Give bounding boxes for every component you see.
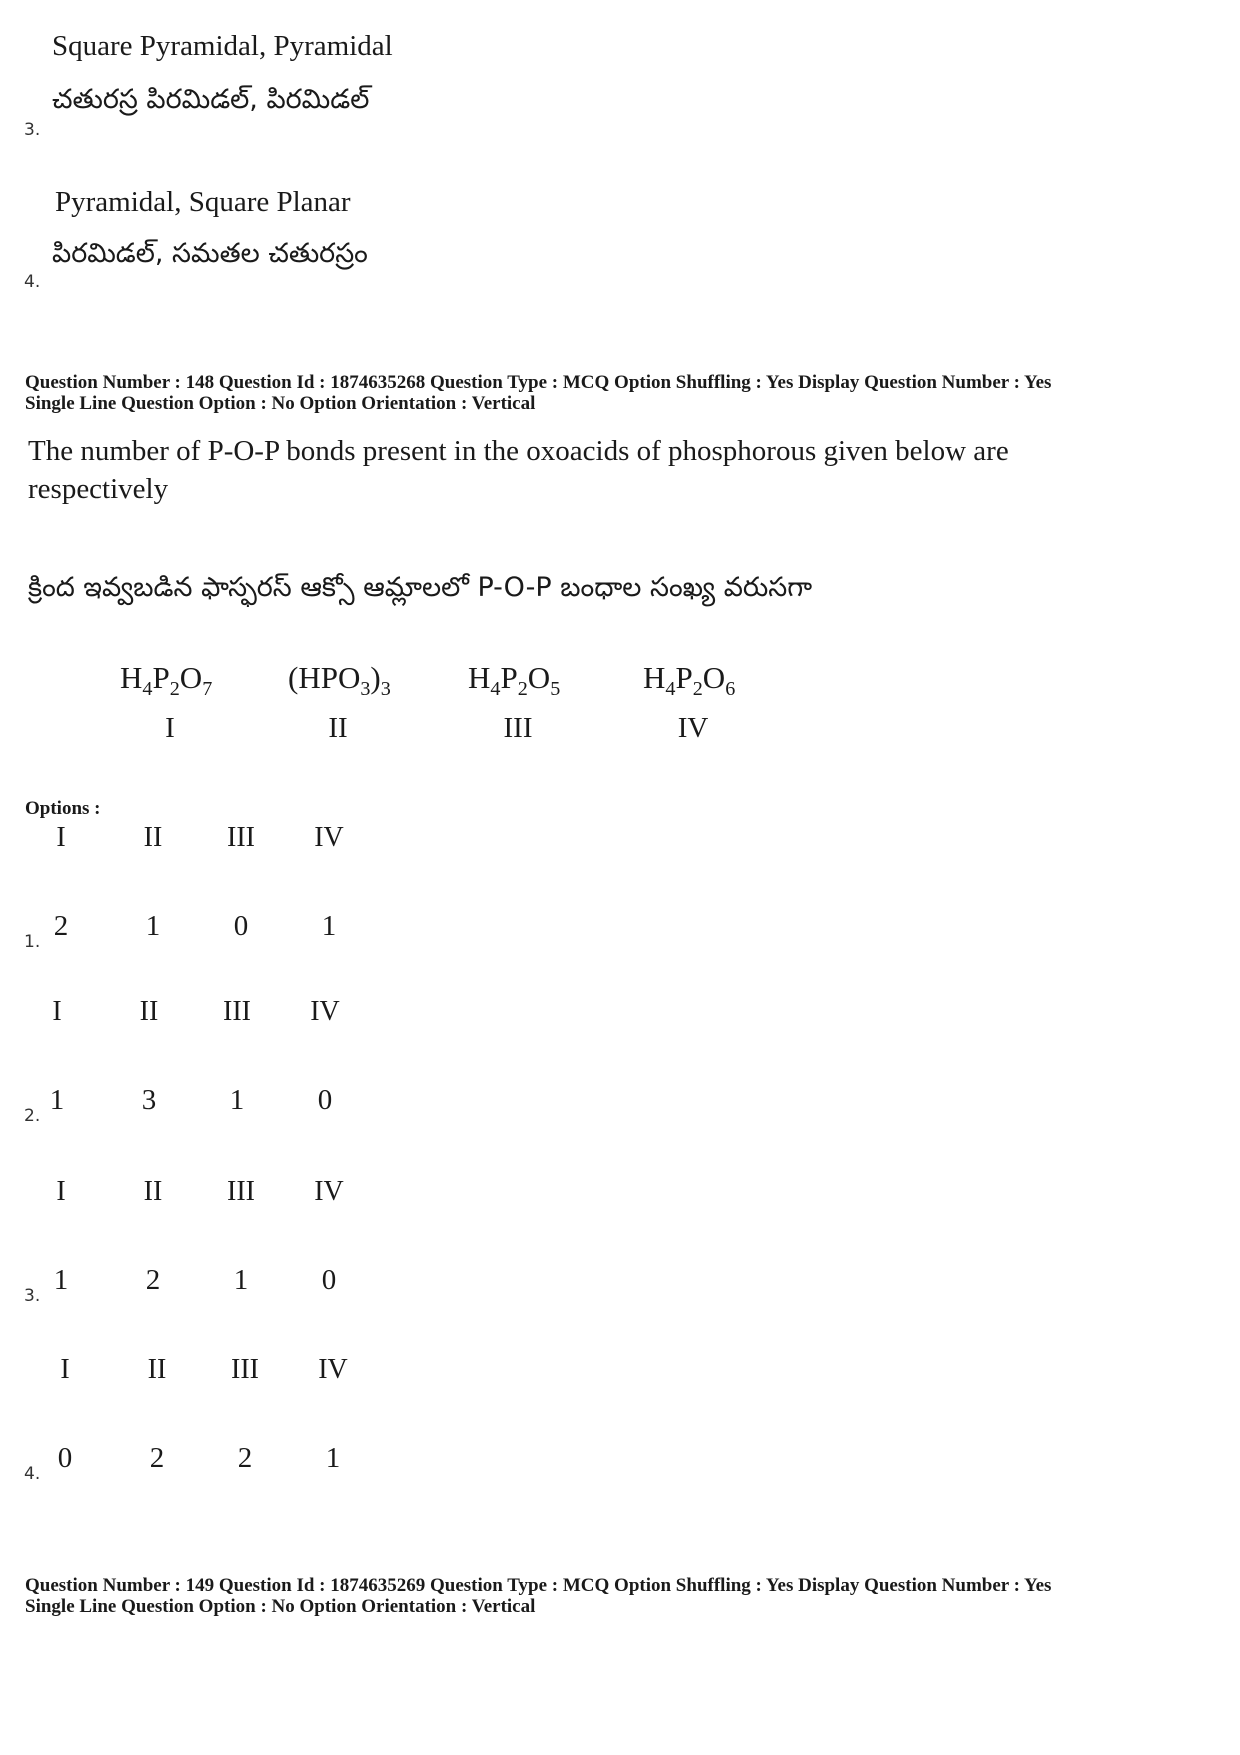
prev-option-4-english: Pyramidal, Square Planar: [55, 186, 351, 218]
formula-subscript: 5: [550, 678, 561, 701]
option-value-cell: 3: [141, 1084, 157, 1116]
formula-subscript: 4: [665, 678, 676, 701]
option-value-cell: 2: [237, 1442, 253, 1474]
option-value-cell: 0: [233, 910, 249, 942]
option-value-cell: 1: [145, 910, 161, 942]
formula-subscript: 6: [725, 678, 736, 701]
option-header-cell: II: [143, 822, 163, 853]
formula-symbol: (HPO: [288, 660, 361, 695]
formula-subscript: 7: [202, 678, 213, 701]
prev-option-3-telugu: చతురస్ర పిరమిడల్, పిరమిడల్: [52, 84, 370, 115]
option-header-cell: I: [56, 1176, 66, 1207]
option-header-cell: III: [227, 822, 255, 853]
prev-option-3-english: Square Pyramidal, Pyramidal: [52, 30, 393, 62]
formula-symbol: O: [179, 660, 203, 695]
option-header-cell: IV: [314, 1176, 344, 1207]
formula-symbol: O: [702, 660, 726, 695]
option-number: 1.: [24, 932, 41, 952]
q148-meta-line1: Question Number : 148 Question Id : 1874635268 Question Type : MCQ Option Shuffling : Yes Display Question Number : Yes: [25, 372, 1052, 393]
option-number: 4.: [24, 1464, 41, 1484]
option-header-cell: IV: [314, 822, 344, 853]
prev-option-3-number: 3.: [24, 120, 41, 140]
formula-symbol: O: [527, 660, 551, 695]
option-value-cell: 2: [149, 1442, 165, 1474]
acid-roman-4: IV: [677, 712, 709, 744]
formula-subscript: 2: [692, 678, 703, 701]
formula-subscript: 4: [490, 678, 501, 701]
option-header-cell: II: [139, 996, 159, 1027]
q148-question-telugu: క్రింద ఇవ్వబడిన ఫాస్ఫరస్ ఆక్సో ఆమ్లాలలో P-O-P బంధాల సంఖ్య వరుసగా: [28, 572, 813, 603]
prev-option-4-telugu: పిరమిడల్, సమతల చతురస్రం: [52, 238, 368, 269]
acid-formula-3: [468, 660, 561, 701]
formula-symbol: ): [370, 660, 381, 695]
q149-meta-line2: Single Line Question Option : No Option Orientation : Vertical: [25, 1596, 536, 1617]
q148-question-english: The number of P-O-P bonds present in the oxoacids of phosphorous given below are respectively: [28, 435, 1009, 505]
formula-symbol: P: [675, 660, 693, 695]
acid-formula-4: [643, 660, 736, 701]
option-header-cell: III: [223, 996, 251, 1027]
formula-subscript: 4: [142, 678, 153, 701]
option-value-cell: 2: [53, 910, 69, 942]
option-value-cell: 1: [233, 1264, 249, 1296]
option-number: 2.: [24, 1106, 41, 1126]
option-header-cell: II: [143, 1176, 163, 1207]
prev-option-4-number: 4.: [24, 272, 41, 292]
option-value-cell: 1: [53, 1264, 69, 1296]
option-value-cell: 0: [321, 1264, 337, 1296]
option-value-cell: 1: [321, 910, 337, 942]
acid-roman-3: III: [503, 712, 533, 744]
formula-subscript: 2: [517, 678, 528, 701]
formula-subscript: 3: [360, 678, 371, 701]
formula-symbol: H: [468, 660, 491, 695]
option-number: 3.: [24, 1286, 41, 1306]
option-header-cell: I: [52, 996, 62, 1027]
option-value-cell: 0: [57, 1442, 73, 1474]
option-value-cell: 2: [145, 1264, 161, 1296]
formula-subscript: 2: [169, 678, 180, 701]
formula-symbol: P: [152, 660, 170, 695]
acid-formula-1: [120, 660, 213, 701]
option-value-cell: 1: [325, 1442, 341, 1474]
formula-symbol: H: [643, 660, 666, 695]
acid-roman-2: II: [328, 712, 348, 744]
q148-options-label: Options :: [25, 798, 101, 819]
option-header-cell: IV: [318, 1354, 348, 1385]
option-header-cell: IV: [310, 996, 340, 1027]
acid-roman-1: I: [165, 712, 175, 744]
formula-symbol: P: [500, 660, 518, 695]
option-header-cell: I: [56, 822, 66, 853]
q148-meta-line2: Single Line Question Option : No Option Orientation : Vertical: [25, 393, 536, 414]
option-header-cell: II: [147, 1354, 167, 1385]
option-header-cell: III: [231, 1354, 259, 1385]
option-value-cell: 0: [317, 1084, 333, 1116]
formula-subscript: 3: [380, 678, 391, 701]
option-header-cell: III: [227, 1176, 255, 1207]
formula-symbol: H: [120, 660, 143, 695]
option-value-cell: 1: [49, 1084, 65, 1116]
option-header-cell: I: [60, 1354, 70, 1385]
option-value-cell: 1: [229, 1084, 245, 1116]
acid-formula-2: [288, 660, 391, 701]
q149-meta-line1: Question Number : 149 Question Id : 1874635269 Question Type : MCQ Option Shuffling : Yes Display Question Number : Yes: [25, 1575, 1052, 1596]
